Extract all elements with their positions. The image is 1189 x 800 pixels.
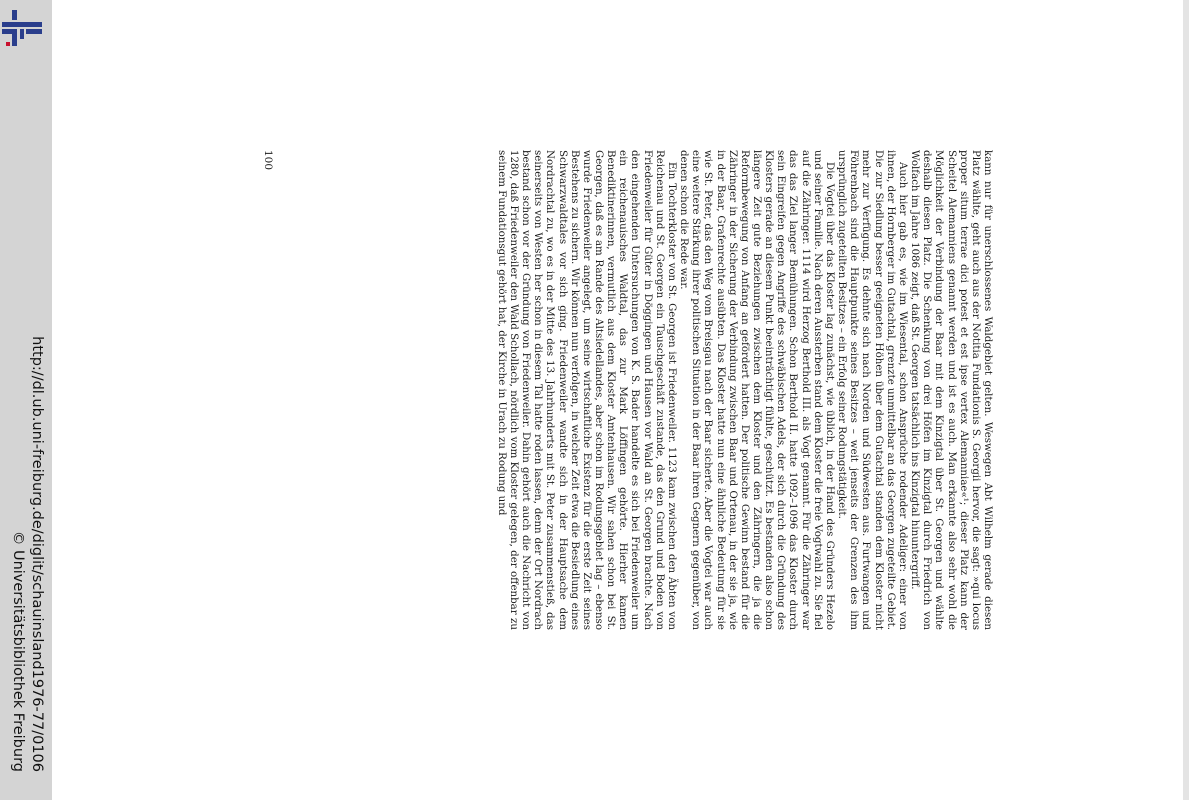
copyright-notice: © Universitätsbibliothek Freiburg xyxy=(10,530,26,772)
paragraph: kann nur für unerschlossenes Waldgebiet gelten. Weswegen Abt Wilhelm gerade diesen Platz wählte, geht auch aus der Notitia Fundationis S. Georgii hervor, die sagt: »qui locus proper situm terrae dici potest et est ipse vertex Alemanniae«¹; dieser Platz kann der Scheitel Alemanniens genannt werden und ist es auch. Man erkannte also sehr wohl die Möglichkeit der Verbindung der Baar mit dem Kinzigtal über St. Georgen und wählte deshalb diesen Platz. Die Schenkung von drei Höfen im Kinzigtal durch Friedrich von Wolfach im Jahre 1086 zeigt, daß St. Georgen tatsächlich ins Kinzigtal hinuntergriff. xyxy=(909,150,994,630)
page-number: 100 xyxy=(262,150,274,171)
paragraph: Die Vogtei über das Kloster lag zunächst, wie üblich, in der Hand des Gründers Hezelo und seiner Familie. Nach deren Aussterben stand dem Kloster die freie Vogtwahl zu. Sie fiel auf die Zähringer. 1114 wird Herzog Berthold III. als Vogt genannt. Für die Zähringer war das das Ziel langer Bemühungen. Schon Berthold II. hatte 1092–1096 das Kloster durch sein Eingreifen gegen Angriffe des schwäbischen Adels, der sich durch die Gründung des Klosters gerade an diesem Punkt beeinträchtigt fühlte, geschützt. Es bestanden also schon längere Zeit gute Beziehungen zwischen dem Kloster und den Zähringern, die ja die Reformbewegung von Anfang an gefördert hatten. Der politische Gewinn bestand für die Zähringer in der Sicherung der Verbindung zwischen Baar und Ortenau, in der sie ja, wie in der Baar, Grafenrechte ausübten. Das Kloster hatte nun eine ähnliche Bedeutung für sie wie St. Peter, das den Weg vom Breisgau nach der Baar sicherte. Aber die Vogtei war auch eine weitere Stärkung ihrer politischen Situation in der Baar ihren Gegnern gegenüber, von denen schon die Rede war. xyxy=(678,150,836,630)
document-url[interactable]: http://dl.ub.uni-freiburg.de/diglit/schauinsland1976-77/0106 xyxy=(29,336,45,772)
scanned-page xyxy=(244,150,994,650)
paragraph: Auch hier gab es, wie im Wiesental, schon Ansprüche rodender Adeliger: einer von ihnen, der Hornberger im Gutachtal, grenzte unmittelbar an das Georgen zugeteilte Gebiet. Die zur Siedlung besser geeigneten Höhen über dem Gutachtal standen dem Kloster nicht mehr zur Verfügung. Es dehnte sich nach Norden und Südwesten aus. Furtwangen und Föhrenbach sind die Hauptpunkte seines Besitzes – weit jenseits der Grenzen des ihm ursprünglich zugeteilten Besitzes – ein Erfolg seiner Rodungstätigkeit. xyxy=(836,150,909,630)
sidebar-text xyxy=(5,0,49,800)
scrollbar-track[interactable] xyxy=(1183,0,1189,800)
page-body-text xyxy=(288,150,994,630)
viewer-sidebar xyxy=(0,0,52,800)
paragraph: Ein Tochterkloster von St. Georgen ist Friedenweiler. 1123 kam zwischen den Äbten von Reichenau und St. Georgen ein Tauschgeschäft zustande, das den Grund und Boden von Friedenweiler für Güter in Döggingen und Hausen vor Wald an St. Georgen brachte. Nach den eingehenden Untersuchungen von K. S. Bader handelte es sich bei Friedenweiler um ein reichenauisches Waldtal, das zur Mark Löffingen gehörte. Hierher kamen Benediktinerinnen, vermutlich aus dem Kloster Amtenhausen. Wir sahen schon bei St. Georgen, daß es am Rande des Altsiedellandes, aber schon im Rodungsgebiet lag – ebenso wurde Friedenweiler angelegt, um seine wirtschaftliche Existenz für die erste Zeit seines Bestehens zu sichern. Wir können nun verfolgen, in welcher Zeit etwa die Besiedlung eines Schwarzwaldtales vor sich ging. Friedenweiler wandte sich in der Hauptsache dem Nordrachtal zu, wo es in der Mitte des 13. Jahrhunderts mit St. Peter zusammenstieß, das seinerseits von Westen her schon in diesem Tal hatte roden lassen, denn der Ort Nordrach bestand schon vor der Gründung von Friedenweiler. Dahin gehört auch die Nachricht von 1280, daß Friedenweiler den Wald Schollach, nördlich vom Kloster gelegen, der offenbar zu seinem Fundationsgut gehört hat, der Kirche in Urach zu Rodung und xyxy=(495,150,678,630)
